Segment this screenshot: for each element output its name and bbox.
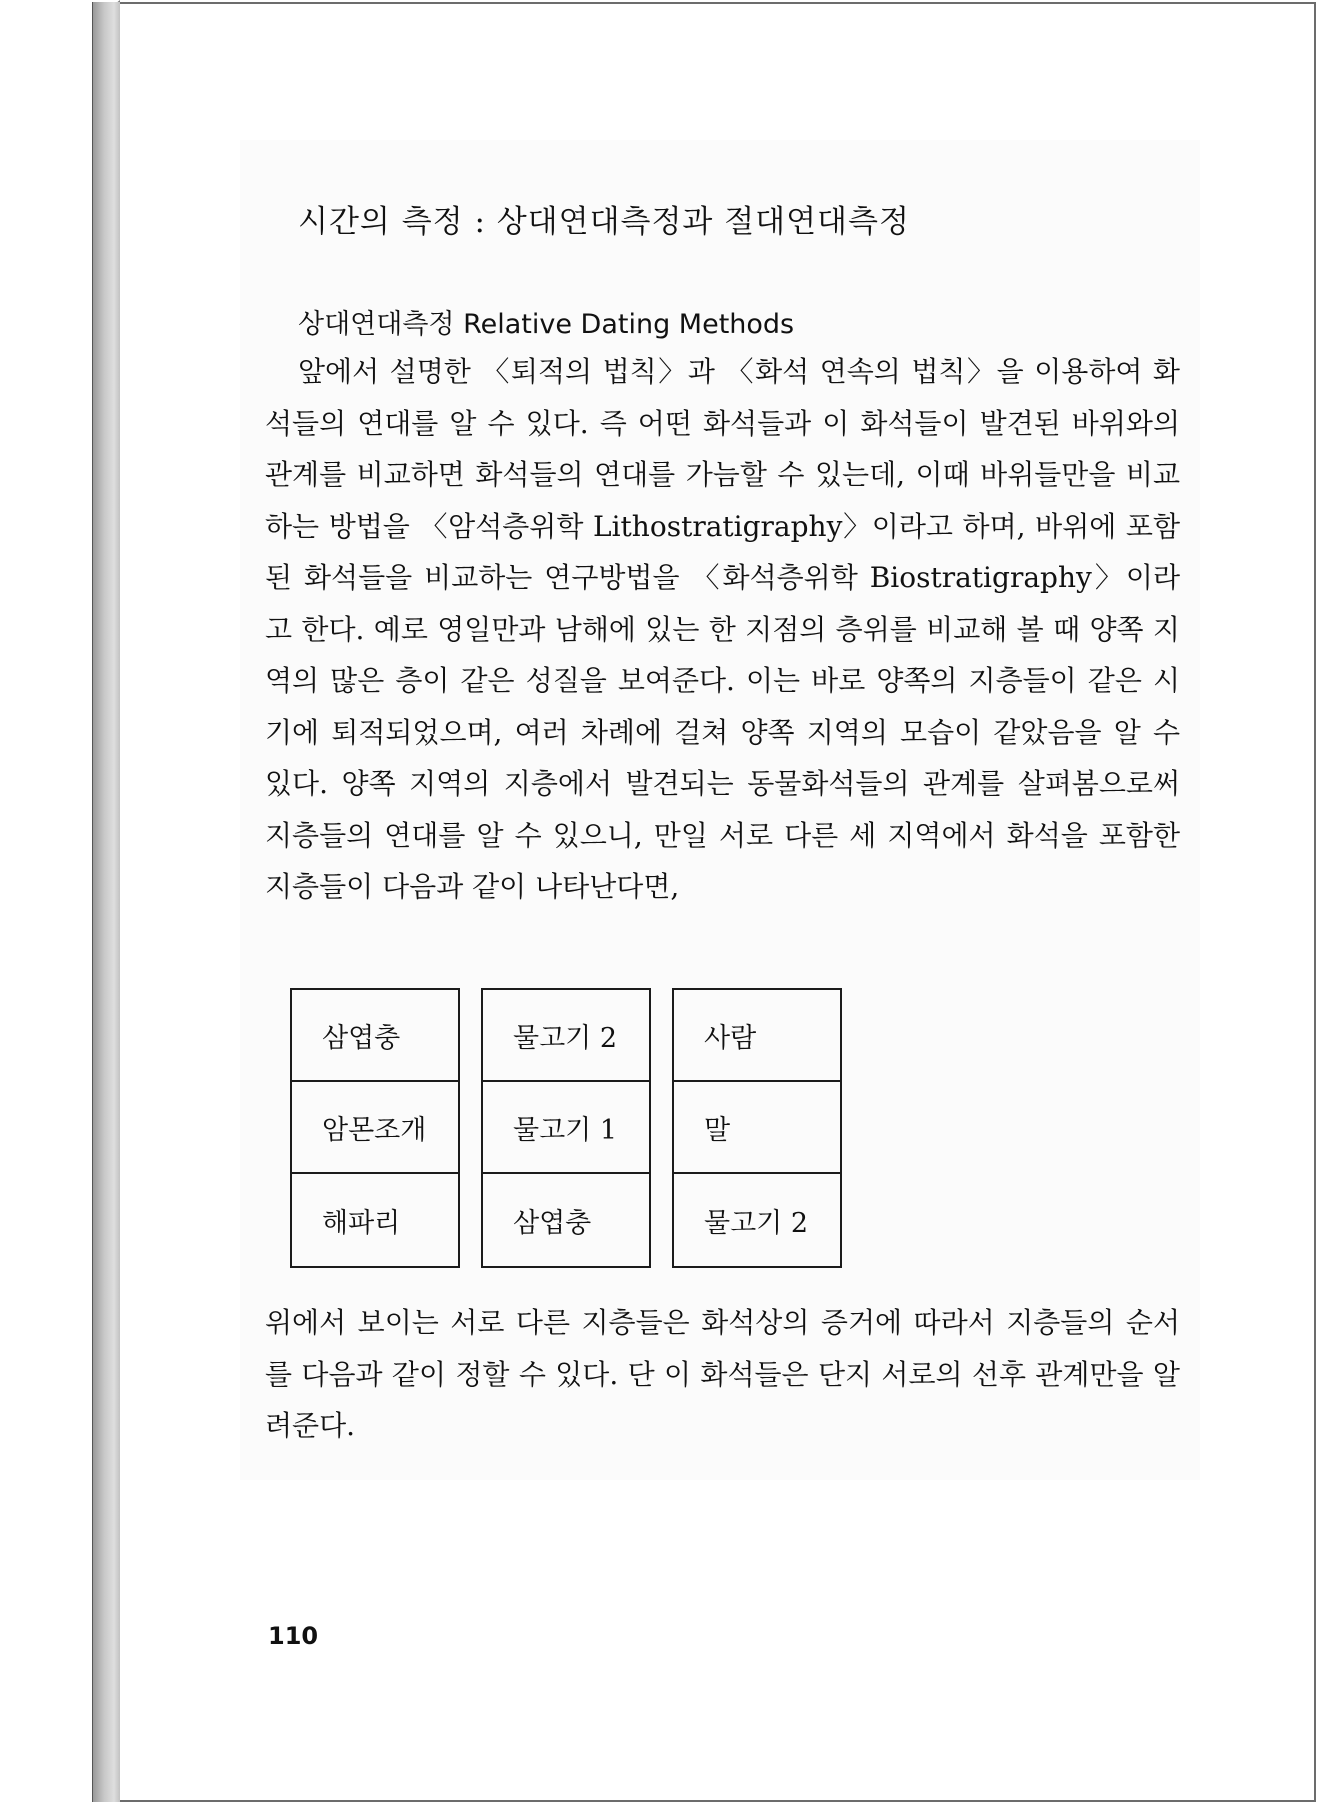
strata-layer-top: 삼엽충	[292, 990, 458, 1082]
strata-layer-bottom: 해파리	[322, 1207, 401, 1239]
subsection-heading: 상대연대측정 Relative Dating Methods	[298, 309, 795, 340]
section-title: 시간의 측정 : 상대연대측정과 절대연대측정	[298, 204, 910, 240]
strata-layer-bottom: 삼엽충	[513, 1207, 592, 1239]
page-number: 110	[268, 1622, 319, 1650]
strata-layer-top: 사람	[674, 990, 840, 1082]
strata-layer-middle: 말	[674, 1082, 840, 1174]
strata-layer-bottom: 물고기 2	[704, 1207, 809, 1239]
body-paragraph-2: 위에서 보이는 서로 다른 지층들은 화석상의 증거에 따라서 지층들의 순서를 다음과 같이 정할 수 있다. 단 이 화석들은 단지 서로의 선후 관계만을 알려준다.	[265, 1306, 1180, 1442]
body-paragraph-1: 앞에서 설명한 〈퇴적의 법칙〉과 〈화석 연속의 법칙〉을 이용하여 화석들의 연대를 알 수 있다. 즉 어떤 화석들과 이 화석들이 발견된 바위와의 관계를 비교하면 화석들의 연대를 가늠할 수 있는데, 이때 바위들만을 비교하는 방법을 〈암석층위학 Lithostratigraphy〉이라고 하며, 바위에 포함된 화석들을 비교하는 연구방법을 〈화석층위학 Biostratigraphy〉이라고 한다. 예로 영일만과 남해에 있는 한 지점의 층위를 비교해 볼 때 양쪽 지역의 많은 층이 같은 성질을 보여준다. 이는 바로 양쪽의 지층들이 같은 시기에 퇴적되었으며, 여러 차례에 걸쳐 양쪽 지역의 모습이 같았음을 알 수 있다. 양쪽 지역의 지층에서 발견되는 동물화석들의 관계를 살펴봄으로써 지층들의 연대를 알 수 있으니, 만일 서로 다른 세 지역에서 화석을 포함한 지층들이 다음과 같이 나타난다면,	[265, 355, 1180, 903]
strata-column-2	[481, 988, 651, 1268]
strata-layer-middle: 물고기 1	[483, 1082, 649, 1174]
book-spine	[92, 2, 121, 1802]
strata-layer-top: 물고기 2	[483, 990, 649, 1082]
strata-column-1	[290, 988, 460, 1268]
strata-column-3	[672, 988, 842, 1268]
strata-layer-middle: 암몬조개	[292, 1082, 458, 1174]
